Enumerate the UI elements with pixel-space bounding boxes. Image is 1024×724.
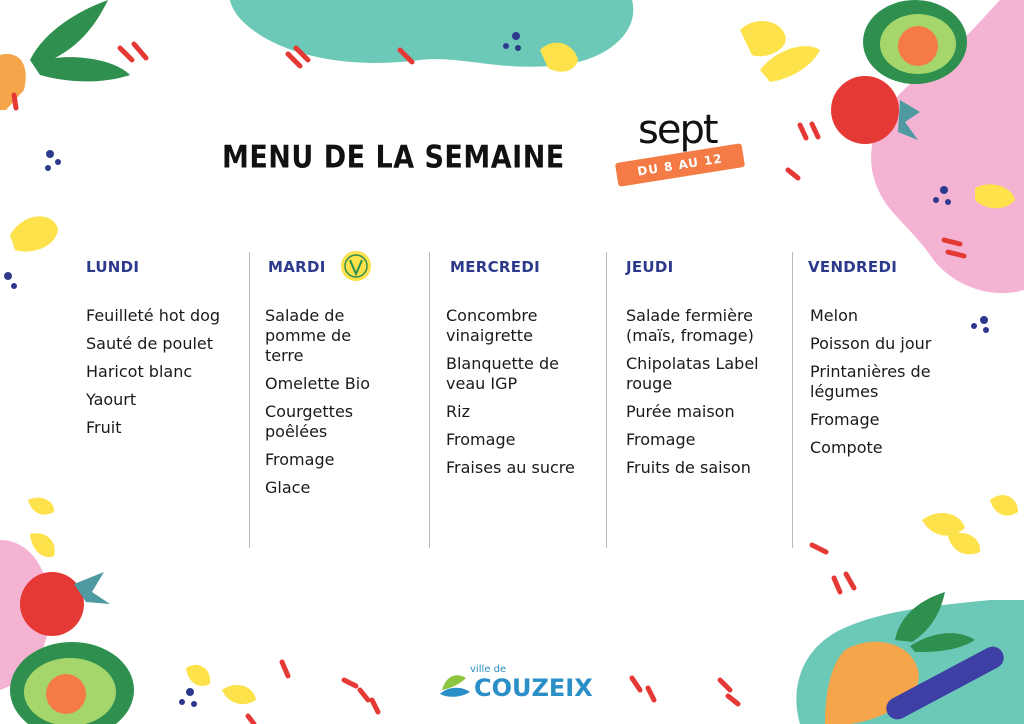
logo-big-text: COUZEIX [474,674,593,702]
menu-item: Fromage [810,410,880,429]
menu-list-mercredi [446,306,586,486]
menu-item: Fraises au sucre [446,458,575,477]
menu-item: Feuilleté hot dog [86,306,221,325]
menu-item: Riz [446,402,470,421]
menu-item: Fromage [265,450,335,469]
menu-item: Courgettes poêlées [265,402,354,441]
menu-item: Blanquette de veau IGP [446,354,559,393]
menu-item: Glace [265,478,311,497]
column-divider [429,252,430,548]
menu-item: Yaourt [86,390,137,409]
menu-item: Concombre vinaigrette [446,306,538,345]
logo-small-text: ville de [470,664,507,675]
tomato-bottom-icon [20,572,84,636]
badge-month: sept [638,107,717,153]
pasta-icon [740,21,786,56]
menu-item: Compote [810,438,883,457]
menu-item: Haricot blanc [86,362,193,381]
menu-item: Melon [810,306,859,325]
badge-dates: DU 8 AU 12 [615,143,745,187]
tomato-icon [831,76,899,144]
menu-list-mardi [265,306,385,506]
menu-item: Salade de pomme de terre [265,306,352,365]
column-divider [249,252,250,548]
day-header-lundi: LUNDI [86,258,140,276]
couzeix-logo [440,664,593,704]
day-header-vendredi: VENDREDI [808,258,898,276]
menu-item: Fruit [86,418,122,437]
menu-list-jeudi [626,306,766,486]
menu-item: Sauté de poulet [86,334,214,353]
day-header-jeudi: JEUDI [626,258,674,276]
menu-item: Fromage [446,430,516,449]
date-badge [602,97,754,221]
menu-list-lundi [86,306,226,446]
menu-item: Omelette Bio [265,374,370,393]
day-header-mercredi: MERCREDI [450,258,540,276]
menu-item: Salade fermière (maïs, fromage) [626,306,754,345]
menu-item: Fromage [626,430,696,449]
menu-item: Fruits de saison [626,458,751,477]
day-header-mardi: MARDI [268,258,326,276]
column-divider [606,252,607,548]
menu-item: Poisson du jour [810,334,932,353]
menu-list-vendredi [810,306,960,466]
page-title: MENU DE LA SEMAINE [222,140,565,176]
menu-item: Chipolatas Label rouge [626,354,759,393]
column-divider [792,252,793,548]
menu-item: Purée maison [626,402,735,421]
menu-item: Printanières de légumes [810,362,931,401]
